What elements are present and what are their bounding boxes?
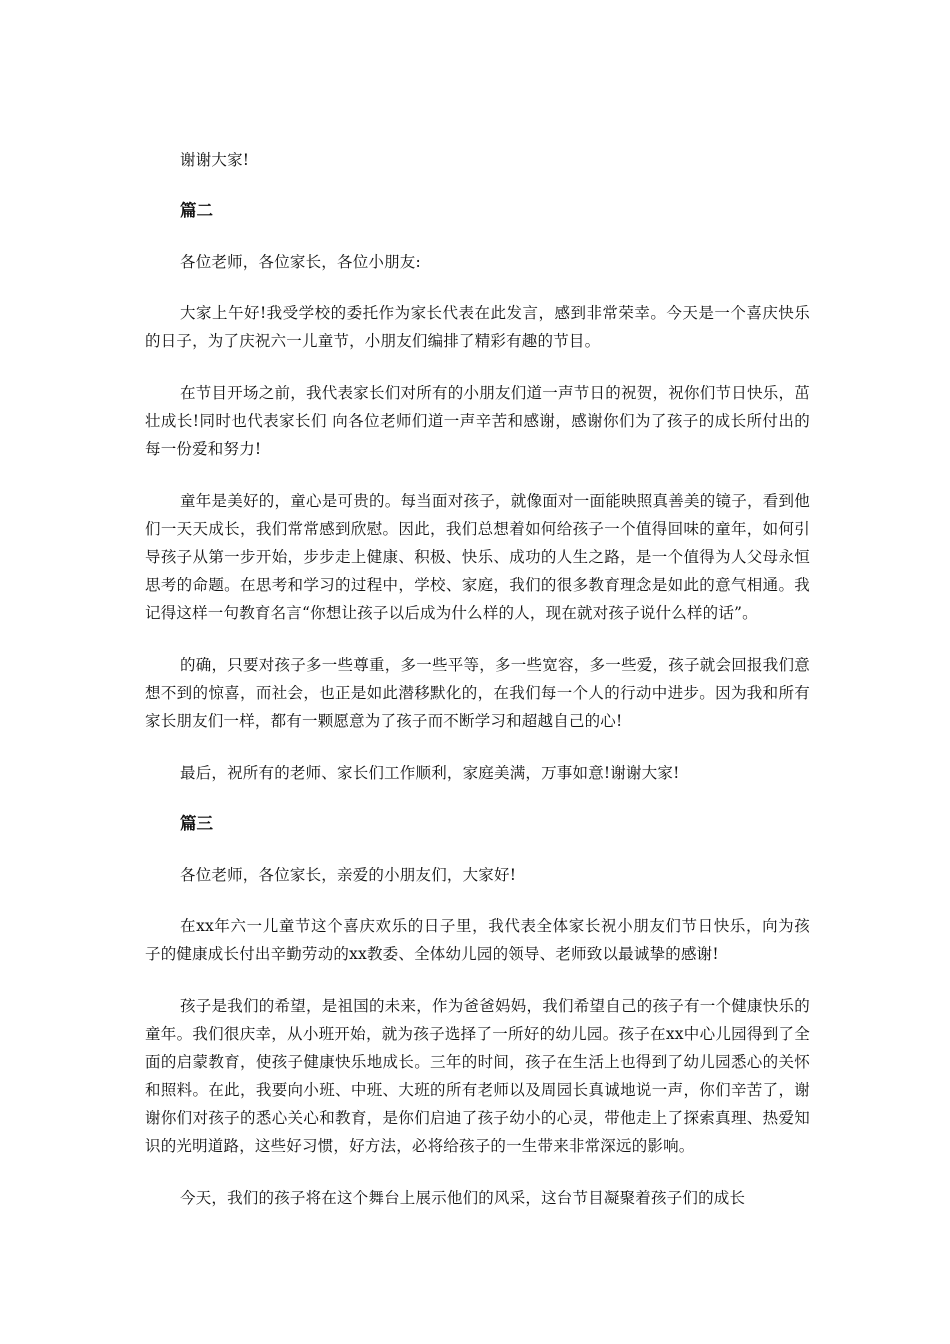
paragraph: 今天，我们的孩子将在这个舞台上展示他们的风采，这台节目凝聚着孩子们的成长 <box>180 1189 746 1207</box>
closing-paragraph: 最后，祝所有的老师、家长们工作顺利，家庭美满，万事如意!谢谢大家! <box>180 764 680 782</box>
closing-line: 谢谢大家! <box>180 151 250 169</box>
salutation: 各位老师，各位家长，各位小朋友: <box>180 253 421 271</box>
document-body <box>145 146 810 1236</box>
paragraph: 孩子是我们的希望，是祖国的未来，作为爸爸妈妈，我们希望自己的孩子有一个健康快乐的童年。我们很庆幸，从小班开始，就为孩子选择了一所好的幼儿园。孩子在xx中心儿园得到了全面的启蒙教育，使孩子健康快乐地成长。三年的时间，孩子在生活上也得到了幼儿园悉心的关怀和照料。在此，我要向小班、中班、大班的所有老师以及周园长真诚地说一声，你们辛苦了，谢谢你们对孩子的悉心关心和教育，是你们启迪了孩子幼小的心灵，带他走上了探索真理、热爱知识的光明道路，这些好习惯，好方法，必将给孩子的一生带来非常深远的影响。 <box>145 997 810 1155</box>
paragraph: 童年是美好的，童心是可贵的。每当面对孩子，就像面对一面能映照真善美的镜子，看到他们一天天成长，我们常常感到欣慰。因此，我们总想着如何给孩子一个值得回味的童年，如何引导孩子从第一步开始，步步走上健康、积极、快乐、成功的人生之路，是一个值得为人父母永恒思考的命题。在思考和学习的过程中，学校、家庭，我们的很多教育理念是如此的意气相通。我记得这样一句教育名言“你想让孩子以后成为什么样的人，现在就对孩子说什么样的话”。 <box>145 492 810 622</box>
paragraph: 的确，只要对孩子多一些尊重，多一些平等，多一些宽容，多一些爱，孩子就会回报我们意想不到的惊喜，而社会，也正是如此潜移默化的，在我们每一个人的行动中进步。因为我和所有家长朋友们一样，都有一颗愿意为了孩子而不断学习和超越自己的心! <box>145 656 810 730</box>
section-heading-two: 篇二 <box>180 201 213 220</box>
paragraph: 大家上午好!我受学校的委托作为家长代表在此发言，感到非常荣幸。今天是一个喜庆快乐的日子，为了庆祝六一儿童节，小朋友们编排了精彩有趣的节目。 <box>145 304 810 350</box>
salutation: 各位老师，各位家长，亲爱的小朋友们，大家好! <box>180 866 517 884</box>
paragraph: 在节目开场之前，我代表家长们对所有的小朋友们道一声节日的祝贺，祝你们节日快乐，茁壮成长!同时也代表家长们 向各位老师们道一声辛苦和感谢，感谢你们为了孩子的成长所付出的每一份爱和努力! <box>145 384 810 458</box>
paragraph: 在xx年六一儿童节这个喜庆欢乐的日子里，我代表全体家长祝小朋友们节日快乐，向为孩子的健康成长付出辛勤劳动的xx教委、全体幼儿园的领导、老师致以最诚挚的感谢! <box>145 917 810 963</box>
section-heading-three: 篇三 <box>180 814 213 833</box>
